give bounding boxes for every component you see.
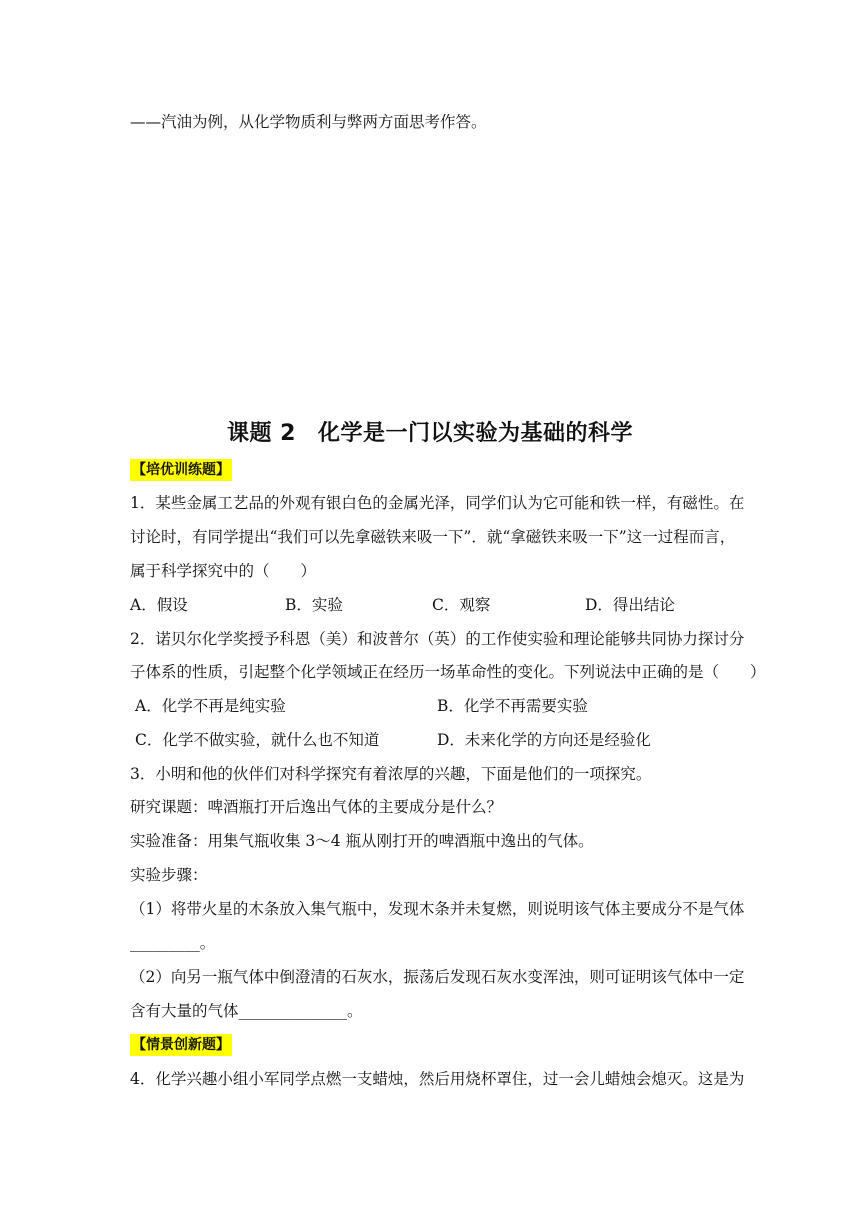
q1-option-d: D．得出结论 (585, 596, 675, 614)
q2-line-2: 子体系的性质，引起整个化学领域正在经历一场革命性的变化。下列说法中正确的是（ ） (130, 663, 766, 681)
q3-steps-label: 实验步骤： (130, 866, 208, 884)
q1-option-c: C．观察 (432, 596, 491, 614)
q2-option-a: A．化学不再是纯实验 (135, 697, 286, 715)
q2-option-c: C．化学不做实验，就什么也不知道 (135, 731, 380, 749)
q3-prep: 实验准备：用集气瓶收集 3～4 瓶从刚打开的啤酒瓶中逸出的气体。 (130, 832, 594, 850)
q1-option-b: B．实验 (285, 596, 343, 614)
q2-option-d: D．未来化学的方向还是经验化 (437, 731, 651, 749)
intro-line: ——汽油为例，从化学物质利与弊两方面思考作答。 (130, 113, 487, 131)
title-number: 课题 2 (227, 421, 296, 446)
q3-line-1: 3．小明和他的伙伴们对科学探究有着浓厚的兴趣，下面是他们的一项探究。 (130, 765, 652, 783)
section-tag-scenario: 【情景创新题】 (130, 1034, 232, 1056)
q2-line-1: 2．诺贝尔化学奖授予科恩（美）和波普尔（英）的工作使实验和理论能够共同协力探讨分 (130, 630, 745, 648)
q4-line-1: 4．化学兴趣小组小军同学点燃一支蜡烛，然后用烧杯罩住，过一会儿蜡烛会熄灭。这是为 (130, 1070, 745, 1088)
q2-option-b: B．化学不再需要实验 (437, 697, 588, 715)
q3-step2-line-1: （2）向另一瓶气体中倒澄清的石灰水，振荡后发现石灰水变浑浊，则可证明该气体中一定 (130, 968, 745, 986)
title-text: 化学是一门以实验为基础的科学 (317, 421, 633, 446)
q3-step2-line-2: 含有大量的气体______________。 (130, 1002, 363, 1020)
q1-line-2: 讨论时，有同学提出“我们可以先拿磁铁来吸一下”．就“拿磁铁来吸一下”这一过程而言， (130, 528, 736, 546)
page-title (0, 416, 860, 447)
q3-step1-line-1: （1）将带火星的木条放入集气瓶中，发现木条并未复燃，则说明该气体主要成分不是气体 (130, 900, 745, 918)
q3-topic: 研究课题：啤酒瓶打开后逸出气体的主要成分是什么？ (130, 798, 503, 816)
section-tag-training: 【培优训练题】 (130, 459, 232, 481)
q1-line-3: 属于科学探究中的（ ） (130, 562, 317, 580)
q3-step1-line-2: _________。 (130, 934, 216, 952)
q1-line-1: 1．某些金属工艺品的外观有银白色的金属光泽，同学们认为它可能和铁一样，有磁性。在 (130, 494, 745, 512)
q1-option-a: A．假设 (130, 596, 188, 614)
